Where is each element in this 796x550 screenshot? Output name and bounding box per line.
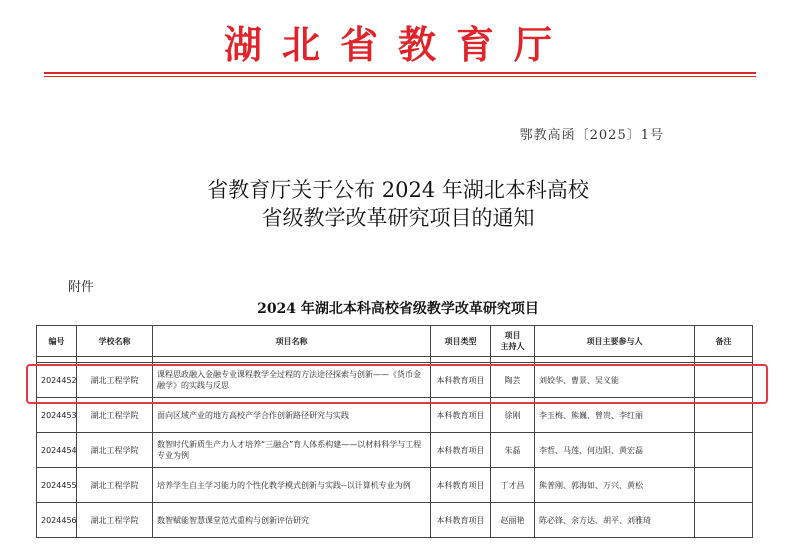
cell-project-type: 本科教育项目	[431, 468, 491, 503]
cell-id: 2024456	[37, 503, 77, 538]
notice-title-line2: 省级教学改革研究项目的通知	[261, 206, 535, 230]
cell-host: 丁才昌	[491, 468, 535, 503]
cell-participants: 李哲、马莲、何边阳、黄宏磊	[535, 433, 695, 468]
cell-notes	[695, 363, 753, 398]
col-header-notes: 备注	[695, 326, 753, 357]
cell-school: 湖北工程学院	[77, 398, 153, 433]
cell-notes	[695, 468, 753, 503]
notice-title-line1: 省教育厅关于公布 2024 年湖北本科高校	[207, 178, 589, 202]
cell-project-name: 培养学生自主学习能力的个性化教学模式创新与实践--以计算机专业为例	[153, 468, 431, 503]
document-number: 鄂教高函〔2025〕1号	[519, 128, 664, 143]
table-row	[37, 468, 753, 503]
col-header-host: 项目 主持人	[491, 326, 535, 357]
letterhead-rule	[44, 72, 756, 74]
cell-participants: 熊普刚、郭海如、万兴、黄松	[535, 468, 695, 503]
col-header-project-type: 项目类型	[431, 326, 491, 357]
col-header-participants: 项目主要参与人	[535, 326, 695, 357]
table-row	[37, 363, 753, 398]
table-row	[37, 503, 753, 538]
col-header-school: 学校名称	[77, 326, 153, 357]
letterhead-title: 湖北省教育厅	[223, 22, 572, 67]
cell-project-type: 本科教育项目	[431, 398, 491, 433]
cell-id: 2024452	[37, 363, 77, 398]
cell-project-type: 本科教育项目	[431, 433, 491, 468]
letterhead-rule-thin	[44, 76, 756, 77]
table-row	[37, 398, 753, 433]
col-header-id: 编号	[37, 326, 77, 357]
cell-school: 湖北工程学院	[77, 363, 153, 398]
attachment-label: 附件	[68, 280, 95, 295]
cell-project-name: 数智赋能智慧课堂范式重构与创新评估研究	[153, 503, 431, 538]
cell-school: 湖北工程学院	[77, 503, 153, 538]
cell-host: 陶芸	[491, 363, 535, 398]
cell-project-name: 面向区域产业的地方高校产学合作创新路径研究与实践	[153, 398, 431, 433]
project-table	[36, 325, 753, 538]
cell-notes	[695, 503, 753, 538]
cell-project-type: 本科教育项目	[431, 363, 491, 398]
cell-host: 朱磊	[491, 433, 535, 468]
cell-id: 2024454	[37, 433, 77, 468]
table-row	[37, 433, 753, 468]
col-header-project-name: 项目名称	[153, 326, 431, 357]
cell-project-type: 本科教育项目	[431, 503, 491, 538]
table-title: 2024 年湖北本科高校省级教学改革研究项目	[257, 301, 539, 317]
cell-notes	[695, 433, 753, 468]
cell-id: 2024455	[37, 468, 77, 503]
cell-school: 湖北工程学院	[77, 468, 153, 503]
cell-notes	[695, 398, 753, 433]
cell-id: 2024453	[37, 398, 77, 433]
cell-participants: 刘姣华、曹景、吴义能	[535, 363, 695, 398]
cell-school: 湖北工程学院	[77, 433, 153, 468]
cell-project-name: 课程思政融入金融专业课程教学全过程的方法途径探索与创新——《货币金融学》的实践与反思	[153, 363, 431, 398]
cell-participants: 陈必锋、余方达、胡平、刘雅琦	[535, 503, 695, 538]
table-header-row	[37, 326, 753, 357]
cell-host: 赵丽艳	[491, 503, 535, 538]
cell-participants: 李玉梅、熊巍、曾贵、李红丽	[535, 398, 695, 433]
cell-host: 徐刚	[491, 398, 535, 433]
cell-project-name: 数智时代新质生产力人才培养“三融合”育人体系构建——以材料科学与工程专业为例	[153, 433, 431, 468]
